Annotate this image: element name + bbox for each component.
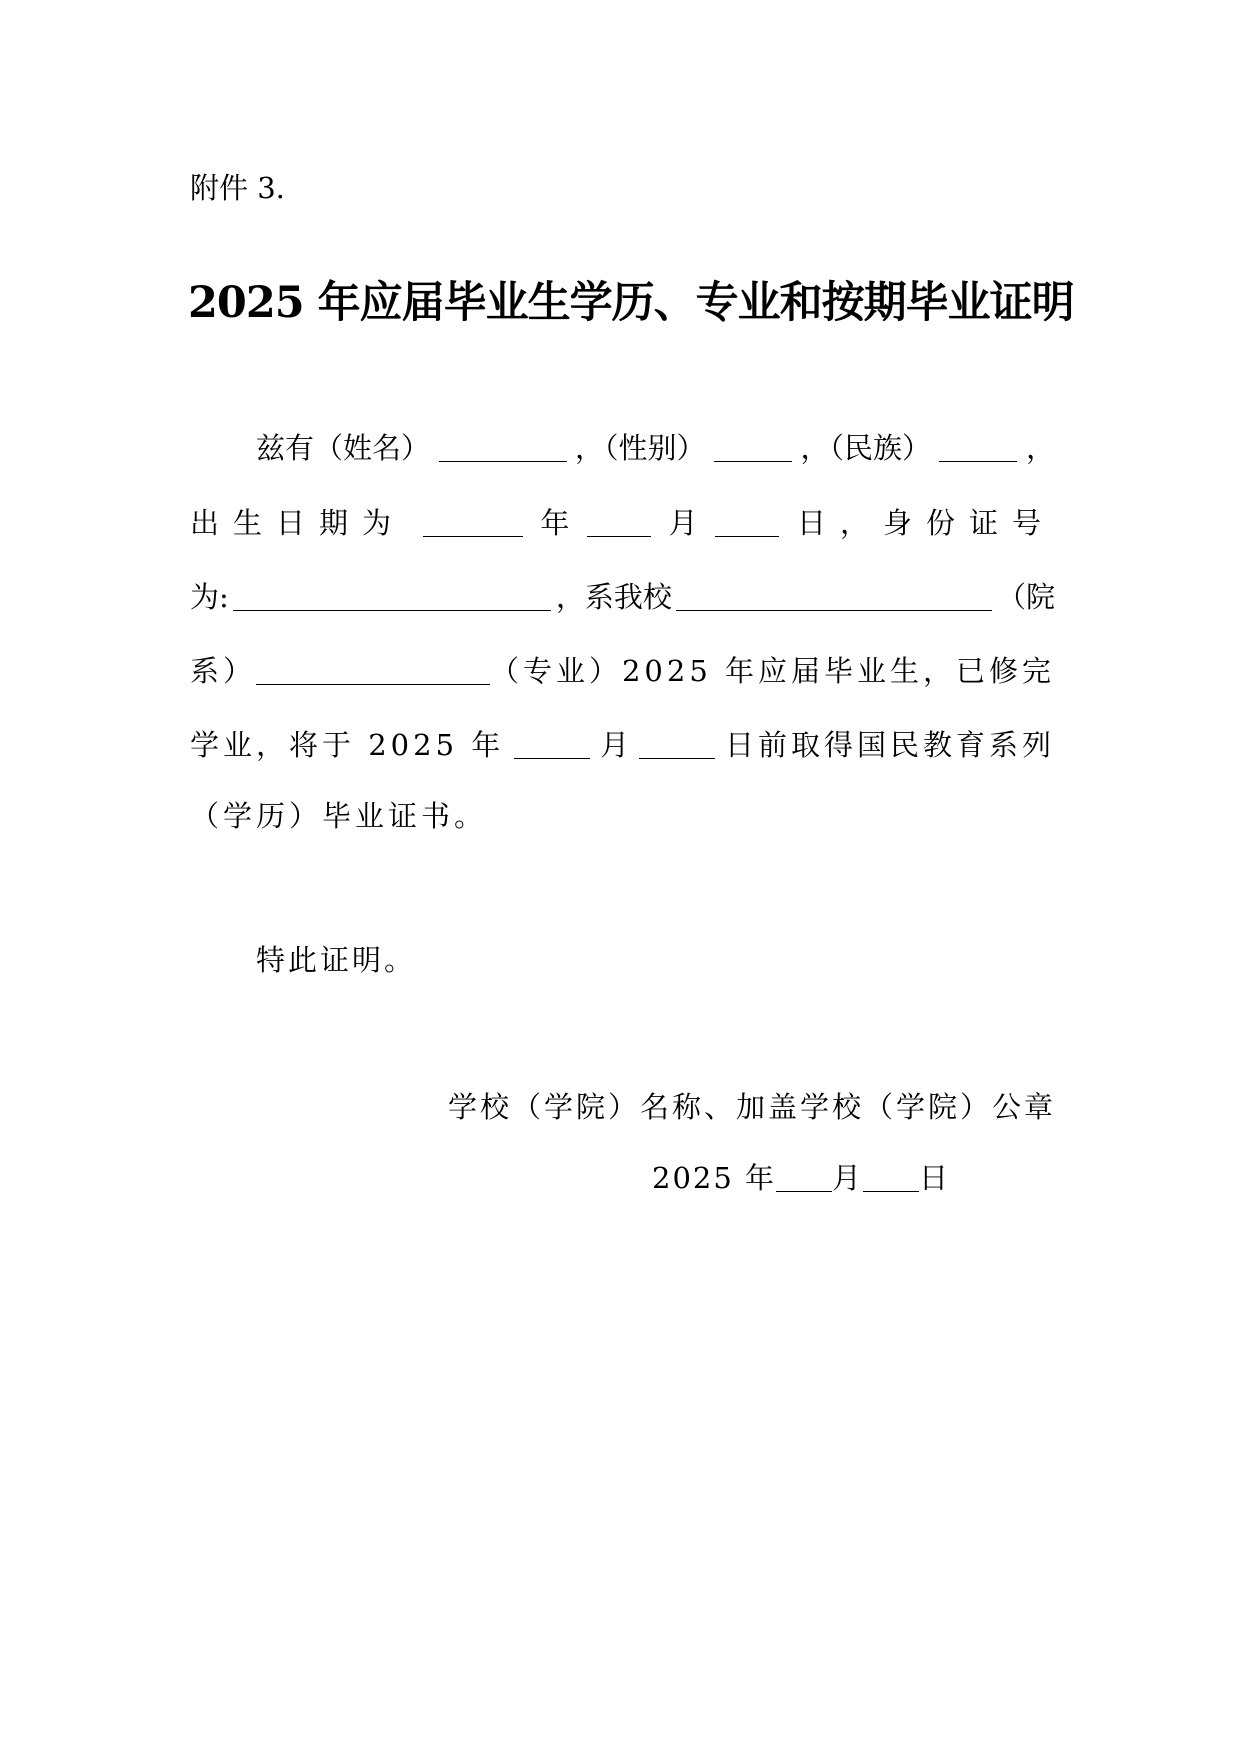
birth-month-label: 月 [668, 506, 698, 540]
birthdate-label: 出生日期为 [190, 506, 406, 540]
school-label: ，系我校 [555, 580, 672, 614]
body-line-6 [190, 796, 1055, 836]
id-number-blank[interactable] [233, 580, 551, 611]
name-label: 兹有（姓名） [256, 431, 431, 465]
birth-year-label: 年 [540, 506, 570, 540]
issue-year-label: 2025 年 [652, 1161, 777, 1195]
graduation-year-label: 学业，将于 2025 年 [190, 728, 505, 762]
gender-label: ，（性别） [574, 431, 706, 465]
line1-end-comma: ， [1025, 431, 1055, 465]
name-blank[interactable] [439, 431, 567, 462]
attachment-label: 附件 3. [190, 171, 285, 205]
certificate-type-label: （学历）毕业证书。 [190, 799, 488, 833]
department-label-end: 系） [190, 654, 257, 688]
gender-blank[interactable] [714, 431, 792, 462]
major-label: （专业）2025 年应届毕业生，已修完 [489, 654, 1055, 688]
graduation-day-blank[interactable] [639, 728, 715, 759]
birth-month-blank[interactable] [587, 506, 651, 537]
birth-year-blank[interactable] [423, 506, 523, 537]
body-line-3 [190, 576, 1055, 617]
issue-day-blank[interactable] [863, 1161, 919, 1192]
issue-month-label: 月 [832, 1161, 864, 1195]
ethnicity-blank[interactable] [939, 431, 1017, 462]
graduation-month-label: 月 [600, 728, 630, 762]
body-line-4 [190, 650, 1055, 691]
birth-day-blank[interactable] [715, 506, 779, 537]
body-line-5 [190, 724, 1055, 765]
major-blank[interactable] [256, 654, 490, 685]
issue-day-label: 日 [919, 1161, 951, 1195]
ethnicity-label: ，（民族） [800, 431, 931, 465]
body-line-2 [190, 502, 1055, 543]
school-seal-label: 学校（学院）名称、加盖学校（学院）公章 [447, 1090, 1056, 1124]
closing-statement: 特此证明。 [256, 943, 417, 977]
department-label-start: （院 [996, 580, 1055, 614]
id-prefix-label: 为: [190, 580, 229, 614]
document-title: 2025 年应届毕业生学历、专业和按期毕业证明 [188, 278, 1074, 328]
issue-date [652, 1157, 950, 1198]
issue-month-blank[interactable] [776, 1161, 832, 1192]
certificate-label: 日前取得国民教育系列 [724, 728, 1055, 762]
body-line-1 [256, 427, 1055, 468]
department-blank[interactable] [676, 580, 992, 611]
id-number-label: 日，身份证号 [796, 506, 1055, 540]
graduation-month-blank[interactable] [514, 728, 590, 759]
